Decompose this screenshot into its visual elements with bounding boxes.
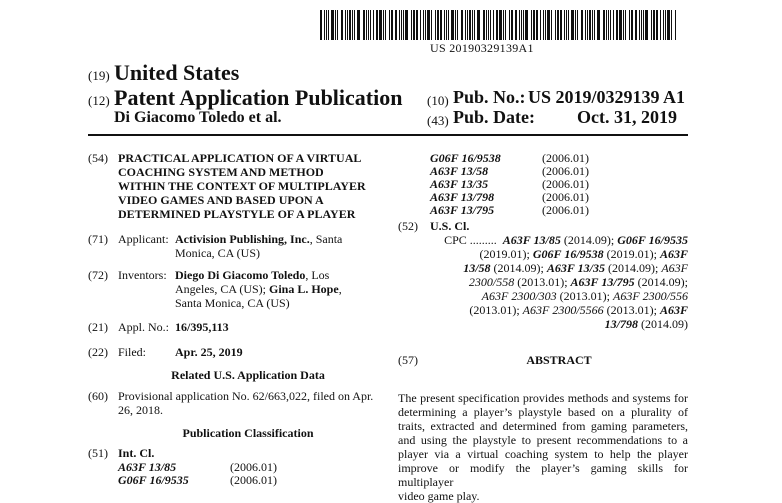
barcode-bar: [440, 10, 442, 40]
barcode-bar: [533, 10, 535, 40]
barcode-bar: [435, 10, 436, 40]
barcode-bar: [635, 10, 637, 40]
int-cl-year: (2006.01): [542, 177, 589, 191]
barcode-bar: [629, 10, 630, 40]
document-type-title: Patent Application Publication: [114, 85, 403, 110]
barcode-bar: [505, 10, 506, 40]
invention-title: [118, 151, 378, 221]
barcode-bar: [328, 10, 329, 40]
filed-label: Filed:: [118, 345, 147, 359]
barcode-bar: [431, 10, 432, 40]
barcode-bar: [547, 10, 550, 40]
barcode-bar: [469, 10, 471, 40]
barcode-bar: [606, 10, 607, 40]
abstract-line: traits, extracted and determined from gaming parameters,: [398, 419, 688, 433]
barcode-bar: [585, 10, 586, 40]
int-cl-year: (2006.01): [542, 203, 589, 217]
barcode-bar: [399, 10, 400, 40]
barcode-bar: [413, 10, 415, 40]
inventors-line2: Angeles, CA (US); Gina L. Hope,: [175, 282, 342, 296]
inid-72: (72): [88, 268, 108, 282]
barcode-bar: [581, 10, 583, 40]
barcode-bar: [403, 10, 404, 40]
barcode-bar: [405, 10, 408, 40]
title-line: COACHING SYSTEM AND METHOD: [118, 165, 324, 179]
inid-71: (71): [88, 232, 108, 246]
int-cl-code: A63F 13/35: [430, 177, 489, 191]
barcode-bar: [349, 10, 351, 40]
related-data-heading: Related U.S. Application Data: [171, 368, 325, 382]
barcode-bar: [490, 10, 491, 40]
inventor-name: Diego Di Giacomo Toledo: [175, 268, 306, 282]
barcode-bar: [597, 10, 600, 40]
barcode-bar: [631, 10, 633, 40]
barcode-bar: [461, 10, 463, 40]
barcode-bar: [389, 10, 390, 40]
barcode-bar: [557, 10, 559, 40]
barcode-bar: [511, 10, 513, 40]
barcode-bar: [391, 10, 393, 40]
int-cl-code: A63F 13/798: [430, 190, 495, 204]
barcode-bar: [521, 10, 522, 40]
barcode-bar: [383, 10, 384, 40]
barcode-bar: [653, 10, 655, 40]
title-line: DETERMINED PLAYSTYLE OF A PLAYER: [118, 207, 356, 221]
barcode-bar: [427, 10, 430, 40]
appl-no-label: Appl. No.:: [118, 320, 169, 334]
barcode-bar: [483, 10, 485, 40]
int-cl-year: (2006.01): [542, 164, 589, 178]
barcode-bar: [509, 10, 510, 40]
applicant-name: Activision Publishing, Inc.: [175, 232, 310, 246]
pub-no-value: US 2019/0329139 A1: [528, 87, 686, 107]
inid-12: (12): [88, 93, 110, 108]
barcode-bar: [354, 10, 355, 40]
barcode-bar: [347, 10, 348, 40]
barcode-bar: [623, 10, 624, 40]
title-line: WITHIN THE CONTEXT OF MULTIPLAYER: [118, 179, 366, 193]
barcode-bar: [395, 10, 397, 40]
barcode-bar: [564, 10, 565, 40]
barcode-bar: [503, 10, 504, 40]
barcode-bar: [467, 10, 468, 40]
int-cl-code: G06F 16/9538: [430, 151, 501, 165]
barcode-bar: [665, 10, 666, 40]
barcode-bar: [465, 10, 466, 40]
inventors-line1: Diego Di Giacomo Toledo, Los: [175, 268, 330, 282]
applicant-line2: Monica, CA (US): [175, 246, 260, 260]
inid-22: (22): [88, 345, 108, 359]
barcode-bar: [457, 10, 458, 40]
inventor-name: Gina L. Hope: [269, 282, 339, 296]
abstract-line: video game play.: [398, 489, 480, 503]
int-cl-label: Int. Cl.: [118, 446, 155, 460]
abstract-line: and using the playstyle to present recommendations to a: [398, 433, 688, 447]
barcode-bar: [675, 10, 676, 40]
barcode-bar: [474, 10, 475, 40]
barcode-bar: [519, 10, 520, 40]
barcode-bar: [540, 10, 541, 40]
barcode-bar: [613, 10, 614, 40]
barcode-bar: [577, 10, 578, 40]
barcode-bar: [496, 10, 498, 40]
barcode-bar: [416, 10, 418, 40]
barcode-bar: [608, 10, 609, 40]
abstract-heading: ABSTRACT: [526, 353, 592, 367]
us-cl-label: U.S. Cl.: [430, 219, 470, 233]
pub-date-value: Oct. 31, 2019: [577, 107, 677, 127]
barcode-bar: [345, 10, 346, 40]
provisional-line1: Provisional application No. 62/663,022, filed on Apr.: [118, 389, 374, 403]
inid-43: (43): [427, 113, 449, 128]
barcode-bar: [587, 10, 588, 40]
int-cl-code: A63F 13/795: [430, 203, 495, 217]
barcode-bar: [625, 10, 626, 40]
barcode-bar: [455, 10, 456, 40]
barcode-bar: [379, 10, 382, 40]
barcode-bar: [477, 10, 480, 40]
barcode-bar: [551, 10, 552, 40]
barcode-bar: [425, 10, 426, 40]
barcode-bar: [525, 10, 528, 40]
barcode-bar: [324, 10, 325, 40]
barcode-bar: [545, 10, 546, 40]
barcode-bar: [667, 10, 670, 40]
barcode-bar: [523, 10, 524, 40]
barcode-bar: [645, 10, 648, 40]
barcode-bar: [641, 10, 642, 40]
barcode-bar: [370, 10, 371, 40]
authors: Di Giacomo Toledo et al.: [114, 109, 282, 126]
barcode-bar: [643, 10, 644, 40]
inventors-line3: Santa Monica, CA (US): [175, 296, 290, 310]
barcode-bar: [594, 10, 595, 40]
cpc-classification: CPC ......... A63F 13/85 (2014.09); G06F 16/9535 (2019.01); G06F 16/9538 (2019.01); A63F 13/58 (2014.09); A63F 13/35 (2014.09); A63F 2300/558 (2013.01); A63F 13/795 (2014.09); A63F 2300/303 (2013.01); A63F 2300/556 (2013.01); A63F 2300/5566 (2013.01); A63F 13/798 (2014.09): [444, 233, 688, 331]
abstract-line: The present specification provides methods and systems for: [398, 391, 688, 405]
barcode-bar: [448, 10, 449, 40]
int-cl-year: (2006.01): [542, 190, 589, 204]
int-cl-year: (2006.01): [230, 473, 277, 487]
abstract-text: [398, 391, 688, 503]
barcode-bar: [423, 10, 424, 40]
pub-no-label: Pub. No.:: [453, 87, 526, 107]
barcode-bar: [451, 10, 454, 40]
barcode-bar: [411, 10, 412, 40]
abstract-line: determining a player’s playstyle based on a plurality of: [398, 405, 688, 419]
abstract-line: improve or modify the player’s gaming skills for multiplayer: [398, 461, 688, 489]
abstract-line: player via a virtual coaching system to help the player: [398, 447, 688, 461]
inid-10: (10): [427, 93, 449, 108]
pub-date-label: Pub. Date:: [453, 107, 535, 127]
title-line: VIDEO GAMES AND BASED UPON A: [118, 193, 324, 207]
int-cl-code: G06F 16/9535: [118, 473, 189, 487]
inventors-label: Inventors:: [118, 268, 167, 282]
barcode-bar: [543, 10, 544, 40]
publication-classification-heading: Publication Classification: [182, 426, 314, 440]
barcode-bar: [493, 10, 494, 40]
barcode-bar: [320, 10, 322, 40]
barcode-bar: [515, 10, 517, 40]
header-divider: [88, 134, 688, 136]
barcode-bar: [446, 10, 447, 40]
barcode-bar: [437, 10, 439, 40]
barcode-bar: [385, 10, 386, 40]
barcode-bar: [603, 10, 605, 40]
barcode-bar: [619, 10, 622, 40]
barcode-bar: [488, 10, 489, 40]
int-cl-code: A63F 13/58: [430, 164, 489, 178]
barcode-bar: [499, 10, 502, 40]
barcode-bar: [589, 10, 591, 40]
barcode-bar: [420, 10, 421, 40]
barcode-bar: [373, 10, 374, 40]
barcode-bar: [352, 10, 353, 40]
int-cl-code: A63F 13/85: [118, 460, 177, 474]
barcode-bar: [363, 10, 365, 40]
inid-52: (52): [398, 219, 418, 233]
inid-57: (57): [398, 353, 418, 367]
barcode-number: US 20190329139A1: [430, 41, 534, 55]
barcode-bar: [592, 10, 593, 40]
barcode-bar: [472, 10, 473, 40]
barcode-bar: [639, 10, 640, 40]
applicant-label: Applicant:: [118, 232, 169, 246]
barcode-bar: [568, 10, 569, 40]
barcode-bar: [331, 10, 334, 40]
barcode-bar: [368, 10, 369, 40]
inid-51: (51): [88, 446, 108, 460]
barcode-bar: [486, 10, 487, 40]
barcode-bar: [337, 10, 338, 40]
int-cl-year: (2006.01): [230, 460, 277, 474]
barcode-bar: [610, 10, 611, 40]
barcode-bar: [651, 10, 652, 40]
barcode-bar: [560, 10, 562, 40]
inid-60: (60): [88, 389, 108, 403]
barcode-bar: [366, 10, 367, 40]
barcode-bar: [357, 10, 360, 40]
barcode-bar: [376, 10, 378, 40]
barcode-bar: [341, 10, 343, 40]
barcode-bar: [401, 10, 402, 40]
barcode-bar: [444, 10, 445, 40]
barcode-bar: [616, 10, 618, 40]
barcode-bar: [575, 10, 576, 40]
int-cl-year: (2006.01): [542, 151, 589, 165]
appl-no-value: 16/395,113: [175, 320, 229, 334]
inid-19: (19): [88, 68, 110, 83]
barcode-bar: [571, 10, 574, 40]
provisional-line2: 26, 2018.: [118, 403, 163, 417]
barcode-bar: [656, 10, 658, 40]
barcode-bar: [536, 10, 538, 40]
country-title: United States: [114, 60, 240, 85]
filed-value: Apr. 25, 2019: [175, 345, 243, 359]
barcode-bar: [660, 10, 661, 40]
barcode-bar: [326, 10, 327, 40]
barcode-bar: [566, 10, 567, 40]
barcode-bar: [663, 10, 664, 40]
barcode-bar: [671, 10, 672, 40]
barcode-bar: [555, 10, 556, 40]
inid-54: (54): [88, 151, 108, 165]
barcode-image: [320, 10, 682, 40]
barcode-bar: [531, 10, 532, 40]
inid-21: (21): [88, 320, 108, 334]
applicant-line1: Activision Publishing, Inc., Santa: [175, 232, 343, 246]
title-line: PRACTICAL APPLICATION OF A VIRTUAL: [118, 151, 362, 165]
barcode-bar: [335, 10, 336, 40]
